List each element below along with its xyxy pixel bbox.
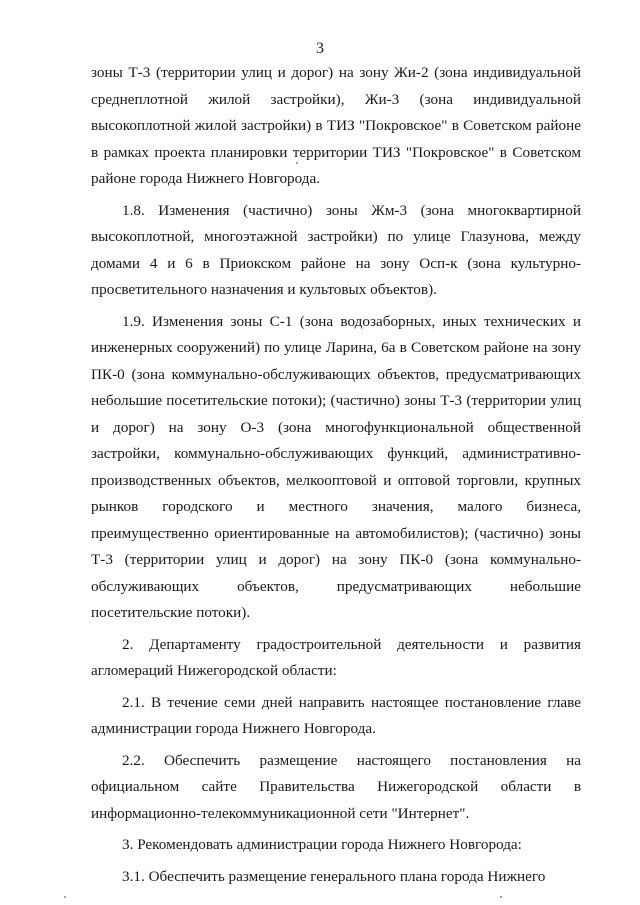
paragraph-3-1: 3.1. Обеспечить размещение генерального плана города Нижнего <box>122 867 546 885</box>
paragraph-2-2: 2.2. Обеспечить размещение настоящего постановления на официальном сайте Правительства Нижегородской области в информационно-телекоммуникационной сети "Интернет". <box>91 751 581 822</box>
paragraph-1-9: 1.9. Изменения зоны С-1 (зона водозаборных, иных технических и инженерных сооружений) по улице Ларина, 6а в Советском районе на зону ПК-0 (зона коммунально-обслуживающих объектов, предусматривающих небольшие посетительские потоки); (частично) зоны Т-3 (территории улиц и дорог) на зону О-3 (зона многофункциональной общественной застройки, коммунально-обслуживающих функций, административно-производственных объектов, мелкооптовой и оптовой торговли, крупных рынков городского и местного значения, малого бизнеса, преимущественно ориентированные на автомобилистов); (частично) зоны Т-3 (территории улиц и дорог) на зону ПК-0 (зона коммунально-обслуживающих объектов, предусматривающих небольшие посетительские потоки). <box>91 312 581 621</box>
scan-speck <box>64 896 66 898</box>
scan-speck <box>296 162 298 164</box>
paragraph-1-8: 1.8. Изменения (частично) зоны Жм-3 (зона многоквартирной высокоплотной, многоэтажной застройки) по улице Глазунова, между домами 4 и 6 в Приокском районе на зону Осп-к (зона культурно-просветительного назначения и культовых объектов). <box>91 201 581 298</box>
paragraph-2: 2. Департаменту градостроительной деятельности и развития агломераций Нижегородской области: <box>91 635 581 679</box>
page-number: 3 <box>316 40 324 57</box>
paragraph-3: 3. Рекомендовать администрации города Нижнего Новгорода: <box>122 836 522 853</box>
scan-speck <box>500 896 502 898</box>
paragraph-2-1: 2.1. В течение семи дней направить настоящее постановление главе администрации города Нижнего Новгорода. <box>91 693 581 737</box>
paragraph-continuation: зоны Т-3 (территории улиц и дорог) на зону Жи-2 (зона индивидуальной среднеплотной жилой застройки), Жи-3 (зона индивидуальной высокоплотной жилой застройки) в ТИЗ "Покровское" в Советском районе в рамках проекта планировки территории ТИЗ "Покровское" в Советском районе города Нижнего Новгорода. <box>91 64 581 187</box>
document-body <box>91 60 581 890</box>
